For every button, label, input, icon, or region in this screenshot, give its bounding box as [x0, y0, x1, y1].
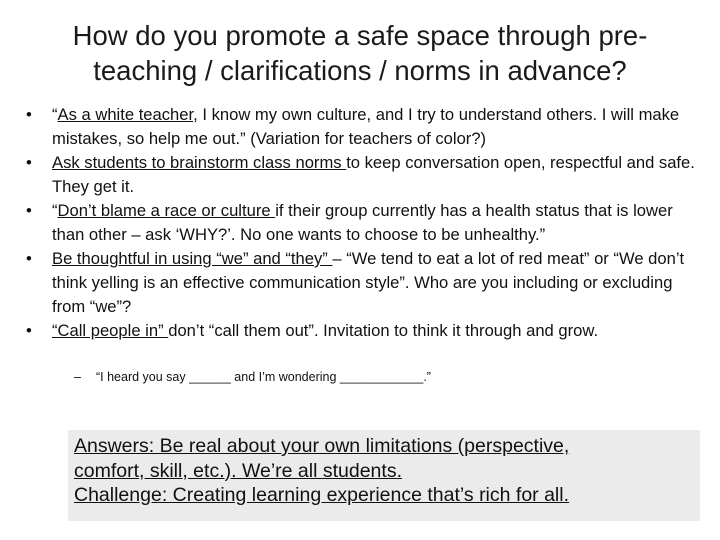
bullet-key-phrase: Don’t blame a race or culture: [57, 201, 276, 220]
bullet-text: don’t “call them out”. Invitation to think it through and grow.: [168, 321, 599, 340]
bullet-dot: •: [26, 321, 32, 340]
bullet-key-phrase: “Call people in”: [52, 321, 169, 340]
bullet-text: , I know my own culture, and I try to understand others. I will make mistakes, so help me out.” (Variation for teachers of color?): [52, 105, 680, 148]
bullet-item: [26, 199, 696, 247]
bullet-dot: •: [26, 249, 32, 268]
bullet-dot: •: [26, 153, 32, 172]
sub-bullet-text: “I heard you say ______ and I’m wondering ____________.”: [96, 370, 431, 384]
answers-box: [68, 430, 700, 521]
bullet-key-phrase: As a white teacher: [57, 105, 194, 124]
bullet-item: [26, 151, 696, 199]
sub-bullet-dash: –: [74, 370, 81, 384]
bullet-key-phrase: Be thoughtful in using “we” and “they”: [52, 249, 333, 268]
bullet-item: [26, 103, 696, 151]
bullet-key-phrase: Ask students to brainstorm class norms: [52, 153, 347, 172]
bullet-open-quote: “: [52, 201, 58, 220]
bullet-dot: •: [26, 105, 32, 124]
bullet-open-quote: “: [52, 105, 58, 124]
bullet-list: [26, 103, 696, 343]
bullet-text: – “We tend to eat a lot of red meat” or “We don’t think yelling is an effective communication style”. Who are you including or excluding from “we”?: [52, 249, 685, 316]
bullet-dot: •: [26, 201, 32, 220]
slide-title: How do you promote a safe space through pre-teaching / clarifications / norms in advance?: [72, 20, 648, 86]
answers-line: Answers: Be real about your own limitations (perspective,: [74, 435, 570, 457]
challenge-line: Challenge: Creating learning experience that’s rich for all.: [74, 484, 570, 506]
sub-bullet: [74, 368, 694, 386]
answers-line: comfort, skill, etc.). We’re all students.: [74, 459, 402, 482]
bullet-item: [26, 319, 696, 343]
bullet-text: if their group currently has a health status that is lower than other – ask ‘WHY?’. No one wants to choose to be unhealthy.”: [52, 201, 673, 244]
bullet-item: [26, 247, 696, 319]
bullet-text: to keep conversation open, respectful and safe. They get it.: [52, 153, 695, 196]
